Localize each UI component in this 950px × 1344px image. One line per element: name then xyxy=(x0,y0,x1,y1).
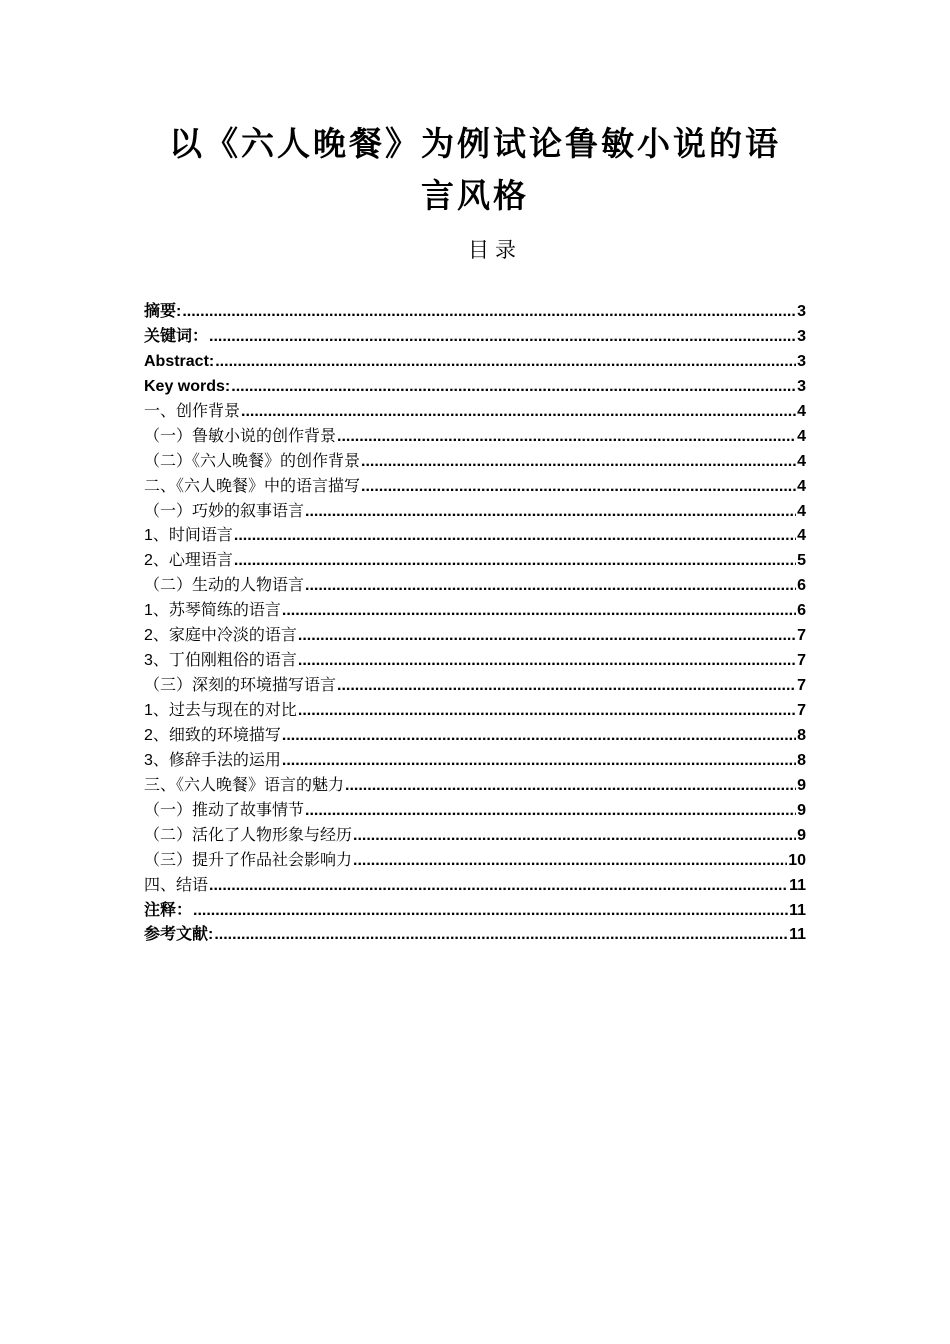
toc-entry-page-number: 7 xyxy=(797,702,806,719)
toc-dot-leader xyxy=(209,874,788,898)
toc-entry-label: 摘要: xyxy=(144,303,182,320)
toc-entry-page-number: 6 xyxy=(797,602,806,620)
toc-entry-label: 1、苏琴简练的语言 xyxy=(144,602,281,620)
toc-dot-leader xyxy=(193,899,788,923)
toc-entry-label: 1、过去与现在的对比 xyxy=(144,702,297,719)
toc-entry-page-number: 11 xyxy=(789,901,806,919)
toc-entry-label: 注释： xyxy=(144,901,193,919)
toc-entry[interactable] xyxy=(144,674,806,699)
toc-entry[interactable] xyxy=(144,400,806,425)
toc-entry-label: Key words: xyxy=(144,377,231,395)
toc-entry-page-number: 4 xyxy=(797,527,806,545)
toc-entry[interactable] xyxy=(144,599,806,624)
toc-entry[interactable] xyxy=(144,899,806,924)
toc-entry-page-number: 6 xyxy=(797,577,806,595)
toc-entry-page-number: 3 xyxy=(797,303,806,320)
toc-entry-label: （三）提升了作品社会影响力 xyxy=(144,851,353,869)
toc-entry-label: 二、《六人晚餐》中的语言描写 xyxy=(144,477,361,495)
toc-entry-page-number: 9 xyxy=(797,776,806,794)
toc-entry[interactable] xyxy=(144,849,806,874)
toc-entry-page-number: 4 xyxy=(797,452,806,470)
toc-entry[interactable] xyxy=(144,500,806,525)
toc-entry-label: 四、结语 xyxy=(144,876,209,894)
toc-dot-leader xyxy=(305,574,796,598)
toc-entry[interactable] xyxy=(144,874,806,899)
toc-entry-page-number: 10 xyxy=(788,851,806,869)
toc-entry-label: 关键词： xyxy=(144,327,209,345)
toc-entry-page-number: 9 xyxy=(797,826,806,844)
toc-entry[interactable] xyxy=(144,574,806,599)
toc-entry-label: 一、创作背景 xyxy=(144,402,241,420)
toc-dot-leader xyxy=(215,350,796,374)
toc-entry[interactable] xyxy=(144,300,806,325)
toc-entry[interactable] xyxy=(144,749,806,774)
toc-entry-label: 参考文献: xyxy=(144,926,214,944)
toc-dot-leader xyxy=(361,475,796,499)
document-title-line-2: 言风格 xyxy=(421,176,529,215)
toc-entry-label: （二）生动的人物语言 xyxy=(144,577,305,595)
toc-entry-page-number: 5 xyxy=(797,552,806,570)
toc-dot-leader xyxy=(282,599,796,623)
toc-entry[interactable] xyxy=(144,923,806,948)
toc-entry-label: 2、心理语言 xyxy=(144,552,233,570)
table-of-contents xyxy=(144,300,806,948)
toc-entry[interactable] xyxy=(144,375,806,400)
toc-dot-leader xyxy=(182,300,796,324)
toc-dot-leader xyxy=(298,649,796,673)
toc-entry-label: （一）鲁敏小说的创作背景 xyxy=(144,427,337,445)
toc-entry-label: 3、修辞手法的运用 xyxy=(144,751,281,769)
toc-dot-leader xyxy=(209,325,796,349)
toc-entry-label: 1、时间语言 xyxy=(144,527,233,545)
toc-entry[interactable] xyxy=(144,649,806,674)
toc-entry-page-number: 11 xyxy=(789,876,806,894)
toc-entry-label: 3、丁伯刚粗俗的语言 xyxy=(144,652,297,670)
toc-dot-leader xyxy=(241,400,796,424)
toc-entry[interactable] xyxy=(144,774,806,799)
toc-entry-page-number: 4 xyxy=(797,477,806,495)
toc-entry-label: （一）巧妙的叙事语言 xyxy=(144,502,305,520)
toc-entry-page-number: 8 xyxy=(797,751,806,769)
toc-dot-leader xyxy=(234,524,796,548)
toc-entry-page-number: 3 xyxy=(797,327,806,345)
toc-entry[interactable] xyxy=(144,325,806,350)
toc-dot-leader xyxy=(298,624,796,648)
toc-entry[interactable] xyxy=(144,475,806,500)
toc-dot-leader xyxy=(361,450,796,474)
toc-entry-page-number: 8 xyxy=(797,726,806,744)
toc-entry[interactable] xyxy=(144,524,806,549)
toc-dot-leader xyxy=(305,799,796,823)
toc-dot-leader xyxy=(345,774,796,798)
toc-dot-leader xyxy=(337,674,796,698)
toc-entry[interactable] xyxy=(144,350,806,375)
toc-dot-leader xyxy=(282,724,796,748)
document-title-line-1: 以《六人晚餐》为例试论鲁敏小说的语 xyxy=(169,124,781,163)
toc-entry-label: 三、《六人晚餐》语言的魅力 xyxy=(144,776,345,794)
toc-entry[interactable] xyxy=(144,450,806,475)
toc-entry-page-number: 4 xyxy=(797,427,806,445)
toc-entry-page-number: 4 xyxy=(797,502,806,520)
toc-entry[interactable] xyxy=(144,624,806,649)
toc-dot-leader xyxy=(337,425,796,449)
toc-entry-page-number: 11 xyxy=(789,926,806,944)
toc-entry[interactable] xyxy=(144,799,806,824)
toc-dot-leader xyxy=(234,549,796,573)
toc-entry-page-number: 7 xyxy=(797,627,806,645)
toc-entry-page-number: 7 xyxy=(797,677,806,695)
toc-entry-page-number: 7 xyxy=(797,652,806,670)
toc-entry[interactable] xyxy=(144,549,806,574)
toc-entry-label: （二）《六人晚餐》的创作背景 xyxy=(144,452,361,470)
toc-dot-leader xyxy=(214,923,788,947)
toc-entry-label: Abstract: xyxy=(144,352,215,370)
toc-entry-label: （三）深刻的环境描写语言 xyxy=(144,677,337,695)
toc-entry-page-number: 4 xyxy=(797,402,806,420)
toc-entry-label: 2、细致的环境描写 xyxy=(144,726,281,744)
toc-dot-leader xyxy=(305,500,796,524)
toc-entry-label: （二）活化了人物形象与经历 xyxy=(144,826,353,844)
toc-entry-page-number: 3 xyxy=(797,352,806,370)
toc-dot-leader xyxy=(353,849,787,873)
toc-entry[interactable] xyxy=(144,724,806,749)
toc-entry-page-number: 3 xyxy=(797,377,806,395)
toc-heading: 目录 xyxy=(468,238,522,262)
toc-dot-leader xyxy=(231,375,796,399)
toc-dot-leader xyxy=(282,749,796,773)
toc-dot-leader xyxy=(353,824,796,848)
toc-entry[interactable] xyxy=(144,425,806,450)
toc-entry-label: （一）推动了故事情节 xyxy=(144,801,305,819)
toc-entry[interactable] xyxy=(144,699,806,724)
toc-entry[interactable] xyxy=(144,824,806,849)
document-title xyxy=(130,118,820,222)
toc-entry-page-number: 9 xyxy=(797,801,806,819)
toc-dot-leader xyxy=(298,699,796,723)
toc-entry-label: 2、家庭中冷淡的语言 xyxy=(144,627,297,645)
